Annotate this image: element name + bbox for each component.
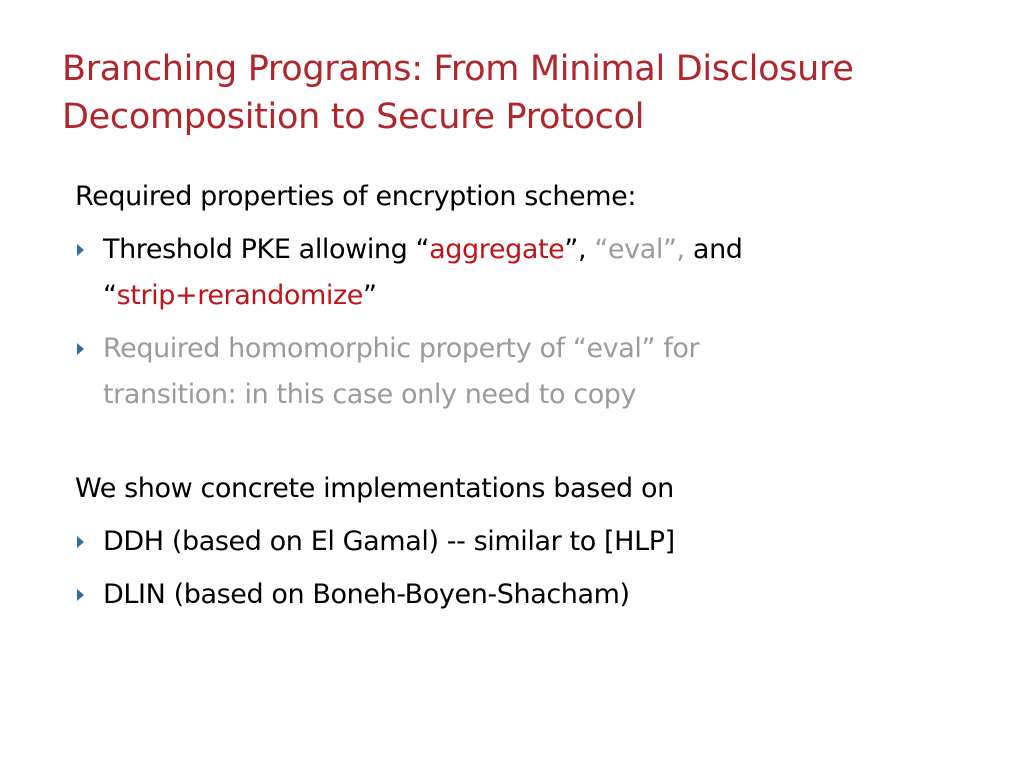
list-item [75, 227, 975, 319]
title-line-2: Decomposition to Secure Protocol [62, 96, 645, 137]
list-item [75, 572, 975, 618]
homomorphic-property-line-2: transition: in this case only need to copy [103, 379, 637, 410]
triangle-right-icon [77, 343, 84, 355]
triangle-right-icon [77, 536, 84, 548]
title-line-1: Branching Programs: From Minimal Disclosure [62, 49, 854, 89]
implementations-heading: We show concrete implementations based on [75, 473, 674, 504]
list-item [75, 519, 975, 565]
open-quote: “ [103, 280, 117, 311]
required-properties-list [75, 227, 975, 418]
implementations-list [75, 519, 975, 618]
section-spacer [75, 418, 975, 466]
slide-body [75, 174, 975, 618]
slide-title [62, 46, 982, 141]
aggregate-term: aggregate [429, 234, 565, 265]
triangle-right-icon [77, 589, 84, 601]
threshold-pke-text: Threshold PKE allowing “ [103, 234, 430, 265]
list-item [75, 326, 975, 418]
and-text: and [684, 234, 743, 265]
required-properties-heading: Required properties of encryption scheme: [75, 181, 637, 212]
dlin-bullet-text: DLIN (based on Boneh-Boyen-Shacham) [103, 579, 630, 610]
bullet-text [103, 227, 975, 319]
bullet-text [103, 326, 975, 418]
ddh-bullet-text: DDH (based on El Gamal) -- similar to [HLP] [103, 526, 675, 557]
strip-rerandomize-term: strip+rerandomize [116, 280, 363, 311]
eval-term: “eval”, [594, 234, 685, 265]
bullet-line [103, 273, 975, 319]
quote-separator: ”, [564, 234, 595, 265]
triangle-right-icon [77, 244, 84, 256]
bullet-line [103, 227, 975, 273]
homomorphic-property-line-1: Required homomorphic property of “eval” for [103, 333, 700, 364]
close-quote: ” [362, 280, 377, 311]
